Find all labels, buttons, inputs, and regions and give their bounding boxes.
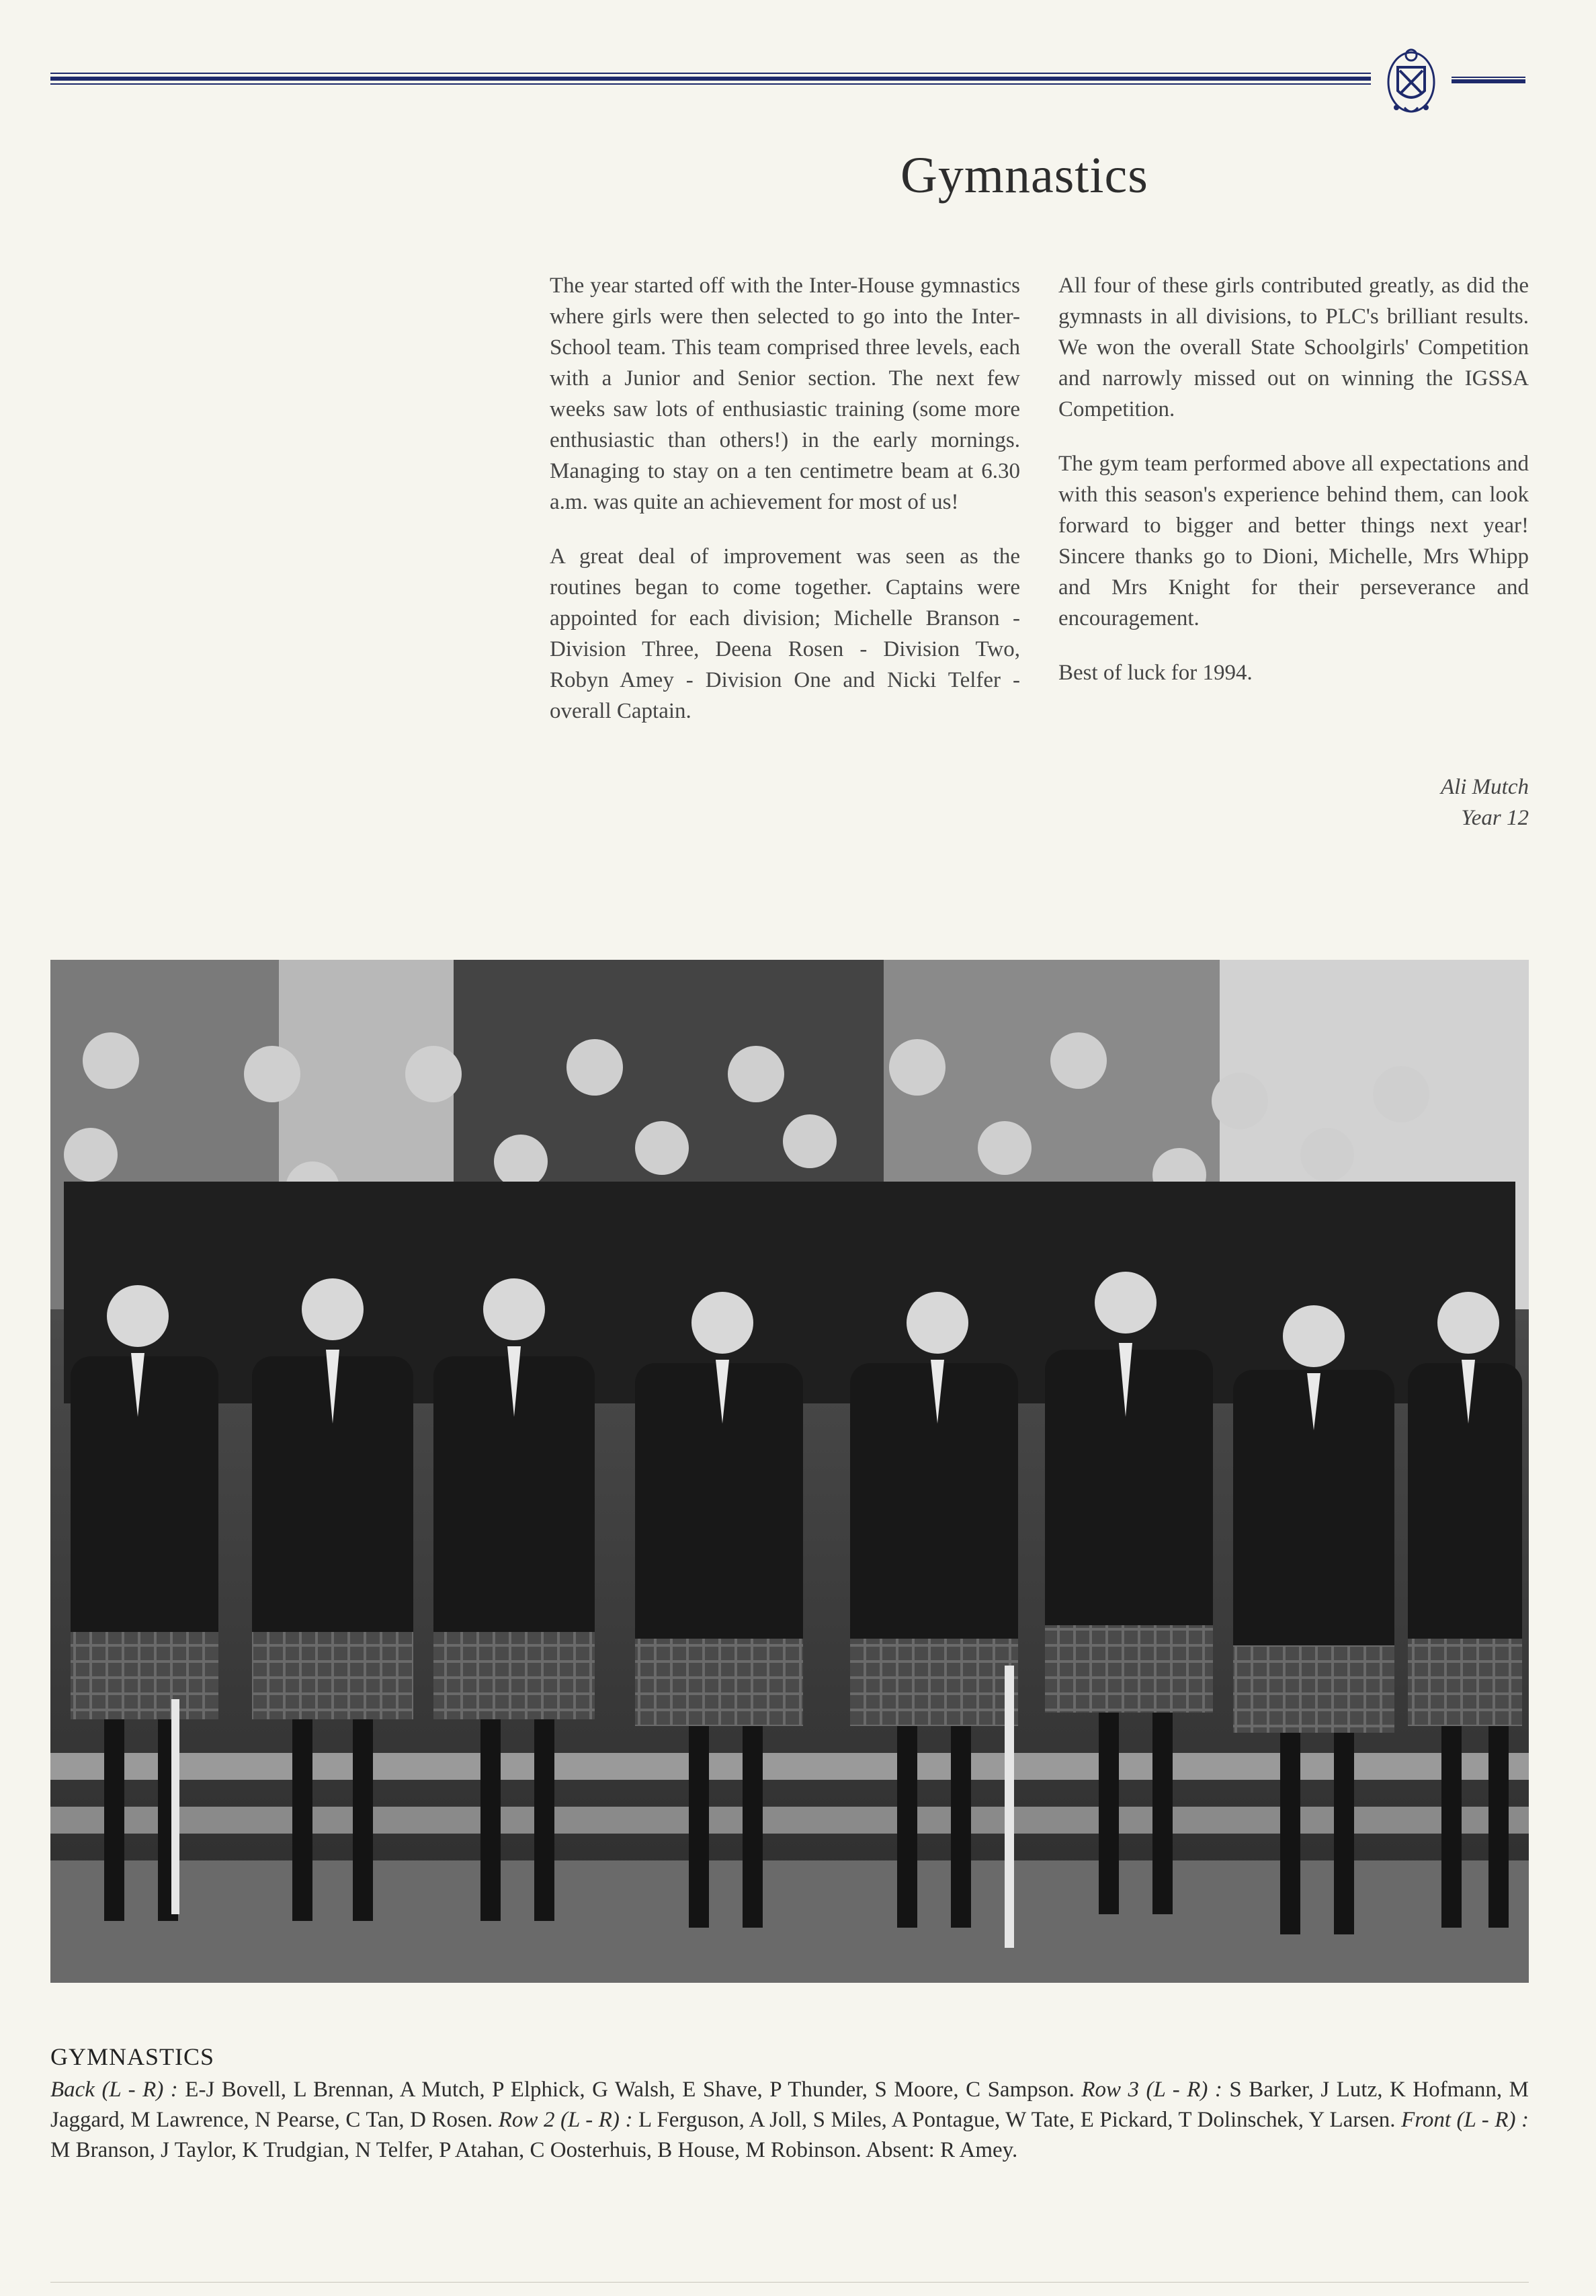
paragraph: Best of luck for 1994. bbox=[1058, 661, 1253, 685]
school-crest-icon bbox=[1378, 40, 1445, 124]
author-signature bbox=[1441, 772, 1529, 833]
paragraph: All four of these girls contributed greatly, as did the gymnasts in all divisions, to PLC's brilliant results. We won the overall State Schoolgirls' Competition and narrowly missed out on winning the IGSSA Competition. bbox=[1058, 274, 1529, 421]
header-rule bbox=[50, 73, 1371, 87]
row-label-front: Front (L - R) : bbox=[1401, 2108, 1529, 2132]
row-names-front: M Branson, J Taylor, K Trudgian, N Telfer, P Atahan, C Oosterhuis, B House, M Robinson. Absent: R Amey. bbox=[50, 2138, 1018, 2162]
paragraph: The gym team performed above all expectations and with this season's experience behind them, can look forward to bigger and better things next year! Sincere thanks go to Dioni, Michelle, Mrs Whipp and Mrs Knight for their perseverance and encouragement. bbox=[1058, 452, 1529, 630]
row-names-row3: S Barker, J Lutz, K Hofmann, M Jaggard, M Lawrence, N Pearse, C Tan, D Rosen. bbox=[50, 2078, 1529, 2132]
caption-names bbox=[50, 2075, 1529, 2166]
author-year: Year 12 bbox=[1461, 806, 1529, 830]
row-names-row2: L Ferguson, A Joll, S Miles, A Pontague, W Tate, E Pickard, T Dolinschek, Y Larsen. bbox=[632, 2108, 1402, 2132]
caption-title: GYMNASTICS bbox=[50, 2043, 215, 2070]
header-rule-right bbox=[1452, 77, 1525, 87]
row-label-back: Back (L - R) : bbox=[50, 2078, 178, 2102]
paragraph: The year started off with the Inter-House gymnastics where girls were then selected to go into the Inter-School team. This team comprised three levels, each with a Junior and Senior section. The next few weeks saw lots of enthusiastic training (some more enthusiastic than others!) in the early mornings. Managing to stay on a ten centimetre beam at 6.30 a.m. was quite an achievement for most of us! bbox=[550, 274, 1020, 514]
row-label-row2: Row 2 (L - R) : bbox=[498, 2108, 633, 2132]
team-photo bbox=[50, 960, 1529, 1983]
row-names-back: E-J Bovell, L Brennan, A Mutch, P Elphick, G Walsh, E Shave, P Thunder, S Moore, C Sampson. bbox=[177, 2078, 1082, 2102]
row-label-row3: Row 3 (L - R) : bbox=[1081, 2078, 1222, 2102]
article-column-right bbox=[1058, 270, 1529, 712]
article-column-left bbox=[550, 270, 1020, 750]
photo-caption bbox=[50, 2042, 1529, 2166]
paragraph: A great deal of improvement was seen as the routines began to come together. Captains were appointed for each division; Michelle Branson - Division Three, Deena Rosen - Division Two, Robyn Amey - Division One and Nicki Telfer - overall Captain. bbox=[550, 544, 1020, 723]
author-name: Ali Mutch bbox=[1440, 775, 1529, 799]
bottom-rule bbox=[50, 2282, 1529, 2283]
page-title: Gymnastics bbox=[900, 147, 1148, 204]
